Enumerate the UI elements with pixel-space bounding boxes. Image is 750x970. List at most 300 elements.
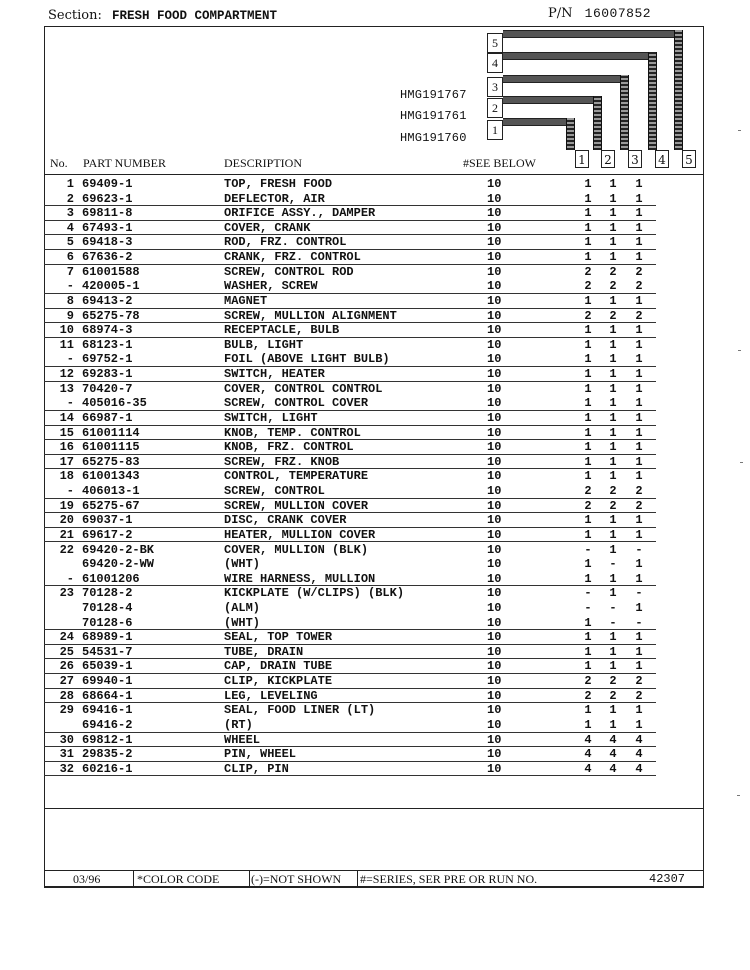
part-number: 68974-3 [82,323,133,338]
table-row [44,586,656,601]
qty-model-2: - [609,600,617,615]
table-row [44,309,656,324]
see-below: 10 [487,323,502,338]
qty-model-3: 1 [635,630,643,645]
part-number: 61001343 [82,469,140,484]
qty-model-3: 1 [635,352,643,367]
column-number-1: 1 [575,150,589,168]
table-row [44,352,656,367]
description: DEFLECTOR, AIR [224,191,325,206]
qty-model-1: 1 [584,527,592,542]
qty-model-2: 1 [609,469,617,484]
part-number: 69812-1 [82,732,133,747]
table-row [44,455,656,470]
see-below: 10 [487,557,502,572]
qty-model-1: 1 [584,191,592,206]
header-divider [44,174,704,175]
qty-model-3: 1 [635,454,643,469]
qty-model-3: 1 [635,293,643,308]
part-number: 54531-7 [82,644,133,659]
qty-model-1: 2 [584,264,592,279]
description: KNOB, FRZ. CONTROL [224,440,354,455]
table-row [44,338,656,353]
model-step-3: 3 [487,77,503,97]
model-step-2: 2 [487,98,503,118]
bracket-leg-3 [620,75,629,150]
description: TUBE, DRAIN [224,644,304,659]
qty-model-3: 1 [635,717,643,732]
part-number: 69409-1 [82,177,133,191]
qty-model-1: 2 [584,688,592,703]
see-below: 10 [487,454,502,469]
qty-model-2: 2 [609,498,617,513]
description: MAGNET [224,293,268,308]
item-number: 7 [66,264,74,279]
item-number: - [66,279,74,294]
table-row [44,396,656,411]
item-number: 22 [59,542,74,557]
header-part-number: PART NUMBER [83,156,166,170]
table-row [44,206,656,221]
qty-model-1: 1 [584,469,592,484]
item-number: 21 [59,527,74,542]
bracket-leg-1 [566,118,575,150]
item-number: - [66,352,74,367]
qty-model-2: 1 [609,440,617,455]
item-number: 30 [59,732,74,747]
see-below: 10 [487,308,502,323]
qty-model-1: 1 [584,425,592,440]
part-number: 68664-1 [82,688,133,703]
qty-model-2: - [609,615,617,630]
table-row [44,250,656,265]
description: SEAL, TOP TOWER [224,630,333,645]
description: SWITCH, LIGHT [224,410,318,425]
item-number: 4 [66,220,74,235]
qty-model-1: 2 [584,308,592,323]
item-number: 8 [66,293,74,308]
part-number: 68123-1 [82,337,133,352]
qty-model-2: 1 [609,586,617,601]
qty-model-3: - [635,615,643,630]
qty-model-3: 1 [635,410,643,425]
item-number: 28 [59,688,74,703]
description: (ALM) [224,600,261,615]
see-below: 10 [487,440,502,455]
qty-model-3: - [635,586,643,601]
see-below: 10 [487,235,502,250]
row-divider [44,775,656,776]
qty-model-2: 1 [609,630,617,645]
qty-model-2: 1 [609,367,617,382]
qty-model-1: 1 [584,220,592,235]
see-below: 10 [487,542,502,557]
header-description: DESCRIPTION [224,156,303,170]
qty-model-1: 1 [584,571,592,586]
see-below: 10 [487,206,502,221]
qty-model-3: 1 [635,191,643,206]
part-number: 69413-2 [82,293,133,308]
bracket-leg-4 [648,52,657,150]
qty-model-3: 1 [635,220,643,235]
qty-model-2: 1 [609,250,617,265]
table-row [44,659,656,674]
item-number: - [66,571,74,586]
qty-model-3: 1 [635,440,643,455]
qty-model-1: 1 [584,615,592,630]
see-below: 10 [487,279,502,294]
part-number: 69420-2-BK [82,542,155,557]
qty-model-2: 2 [609,264,617,279]
footer-date: 03/96 [73,872,101,886]
see-below: 10 [487,659,502,674]
legend-footer [44,870,704,887]
part-number: 29835-2 [82,747,133,762]
qty-model-2: 1 [609,659,617,674]
see-below: 10 [487,527,502,542]
see-below: 10 [487,177,502,191]
table-row [44,235,656,250]
table-bottom-divider [44,808,704,809]
qty-model-3: 1 [635,235,643,250]
item-number: 26 [59,659,74,674]
description: WASHER, SCREW [224,279,318,294]
qty-model-3: 2 [635,484,643,499]
see-below: 10 [487,425,502,440]
qty-model-1: 2 [584,279,592,294]
qty-model-1: 1 [584,440,592,455]
part-number: 69940-1 [82,674,133,689]
description: SCREW, CONTROL COVER [224,396,369,411]
qty-model-3: 2 [635,688,643,703]
table-row [44,469,656,484]
description: COVER, CONTROL CONTROL [224,381,383,396]
qty-model-2: - [609,557,617,572]
section-label: Section: [48,8,102,23]
pn-value: 16007852 [584,6,652,21]
item-number: 25 [59,644,74,659]
item-number: 9 [66,308,74,323]
part-number: 70128-2 [82,586,133,601]
description: CRANK, FRZ. CONTROL [224,250,361,265]
part-number: 69418-3 [82,235,133,250]
description: HEATER, MULLION COVER [224,527,376,542]
qty-model-2: 4 [609,747,617,762]
table-row [44,601,656,616]
qty-model-2: 2 [609,674,617,689]
see-below: 10 [487,600,502,615]
part-number: 69752-1 [82,352,133,367]
qty-model-3: 2 [635,279,643,294]
bracket-bar-5 [503,30,681,38]
table-row [44,747,656,762]
table-row [44,221,656,236]
item-number: 13 [59,381,74,396]
part-number: 69416-1 [82,703,133,718]
item-number: 2 [66,191,74,206]
scan-speck [737,795,740,796]
item-number: 1 [66,177,74,191]
see-below: 10 [487,293,502,308]
model-step-4: 4 [487,53,503,73]
see-below: 10 [487,644,502,659]
model-label: HMG191760 [400,131,467,145]
table-row [44,265,656,280]
see-below: 10 [487,250,502,265]
qty-model-2: 1 [609,454,617,469]
qty-model-1: 2 [584,498,592,513]
part-number: 69037-1 [82,513,133,528]
qty-model-2: 1 [609,527,617,542]
part-number: 69811-8 [82,206,133,221]
footer-divider [357,871,358,886]
description: TOP, FRESH FOOD [224,177,333,191]
model-step-1: 1 [487,120,503,140]
part-number: 70128-6 [82,615,133,630]
part-number-header [548,6,651,21]
table-row [44,645,656,660]
see-below: 10 [487,732,502,747]
qty-model-3: 1 [635,469,643,484]
bracket-leg-5 [674,30,683,150]
qty-model-1: 1 [584,352,592,367]
item-number: 10 [59,323,74,338]
qty-model-3: 1 [635,323,643,338]
see-below: 10 [487,674,502,689]
qty-model-3: 4 [635,747,643,762]
scan-speck [740,462,743,463]
pn-label: P/N [548,6,573,21]
qty-model-1: 1 [584,703,592,718]
qty-model-1: - [584,600,592,615]
part-number: 61001206 [82,571,140,586]
qty-model-2: 1 [609,337,617,352]
table-row [44,572,656,587]
description: CLIP, KICKPLATE [224,674,333,689]
table-row [44,630,656,645]
qty-model-3: 1 [635,527,643,542]
part-number: 406013-1 [82,484,140,499]
part-number: 65275-78 [82,308,140,323]
qty-model-2: 2 [609,484,617,499]
qty-model-3: 1 [635,367,643,382]
description: SCREW, CONTROL ROD [224,264,354,279]
table-row [44,177,656,192]
qty-model-2: 1 [609,703,617,718]
qty-model-3: 4 [635,732,643,747]
footer-code: 42307 [649,872,686,886]
footer-series: #=SERIES, SER PRE OR RUN NO. [360,872,538,886]
item-number: 24 [59,630,74,645]
table-row [44,499,656,514]
item-number: 18 [59,469,74,484]
part-number: 69623-1 [82,191,133,206]
table-row [44,733,656,748]
qty-model-1: - [584,542,592,557]
qty-model-3: 2 [635,264,643,279]
description: CLIP, PIN [224,761,289,776]
qty-model-1: 1 [584,630,592,645]
description: COVER, CRANK [224,220,311,235]
item-number: 15 [59,425,74,440]
header-no: No. [50,156,68,170]
see-below: 10 [487,264,502,279]
description: PIN, WHEEL [224,747,297,762]
item-number: 19 [59,498,74,513]
qty-model-2: 1 [609,323,617,338]
item-number: - [66,396,74,411]
item-number: 11 [59,337,74,352]
part-number: 70128-4 [82,600,133,615]
part-number: 405016-35 [82,396,147,411]
qty-model-1: 1 [584,454,592,469]
scan-speck [738,350,741,351]
qty-model-3: 1 [635,381,643,396]
item-number: 6 [66,250,74,265]
scan-speck [738,130,741,131]
bracket-bar-4 [503,52,654,60]
see-below: 10 [487,586,502,601]
qty-model-3: 1 [635,206,643,221]
qty-model-2: 4 [609,732,617,747]
description: SEAL, FOOD LINER (LT) [224,703,376,718]
description: KNOB, TEMP. CONTROL [224,425,361,440]
part-number: 67493-1 [82,220,133,235]
part-number: 65275-83 [82,454,140,469]
see-below: 10 [487,717,502,732]
table-row [44,411,656,426]
header-see-below: #SEE BELOW [463,156,536,170]
part-number: 66987-1 [82,410,133,425]
qty-model-2: 1 [609,717,617,732]
qty-model-2: 1 [609,542,617,557]
qty-model-1: 1 [584,513,592,528]
qty-model-2: 2 [609,688,617,703]
item-number: 29 [59,703,74,718]
qty-model-1: 1 [584,177,592,191]
qty-model-2: 1 [609,206,617,221]
part-number: 70420-7 [82,381,133,396]
qty-model-1: 1 [584,557,592,572]
part-number: 61001588 [82,264,140,279]
column-number-2: 2 [601,150,615,168]
footer-not-shown: (-)=NOT SHOWN [251,872,342,886]
description: RECEPTACLE, BULB [224,323,340,338]
qty-model-2: 1 [609,177,617,191]
qty-model-1: - [584,586,592,601]
qty-model-1: 1 [584,659,592,674]
qty-model-2: 2 [609,279,617,294]
qty-model-3: 1 [635,600,643,615]
table-row [44,513,656,528]
qty-model-2: 2 [609,308,617,323]
qty-model-1: 4 [584,732,592,747]
part-number: 65039-1 [82,659,133,674]
qty-model-2: 1 [609,425,617,440]
description: ORIFICE ASSY., DAMPER [224,206,376,221]
qty-model-1: 1 [584,250,592,265]
bracket-bar-3 [503,75,626,83]
model-label: HMG191761 [400,109,467,123]
bracket-leg-2 [593,96,602,150]
description: SWITCH, HEATER [224,367,325,382]
part-number: 67636-2 [82,250,133,265]
item-number: 23 [59,586,74,601]
table-row [44,616,656,631]
qty-model-3: 1 [635,644,643,659]
see-below: 10 [487,747,502,762]
see-below: 10 [487,688,502,703]
part-number: 60216-1 [82,761,133,776]
description: (RT) [224,717,253,732]
table-row [44,192,656,207]
part-number: 420005-1 [82,279,140,294]
qty-model-3: 1 [635,425,643,440]
qty-model-2: 1 [609,293,617,308]
see-below: 10 [487,469,502,484]
table-row [44,484,656,499]
item-number: 16 [59,440,74,455]
table-row [44,440,656,455]
qty-model-2: 1 [609,513,617,528]
footer-divider [133,871,134,886]
qty-model-3: 1 [635,703,643,718]
qty-model-2: 1 [609,381,617,396]
qty-model-2: 1 [609,235,617,250]
part-number: 61001114 [82,425,140,440]
table-row [44,674,656,689]
qty-model-1: 1 [584,396,592,411]
table-row [44,323,656,338]
qty-model-2: 1 [609,352,617,367]
description: BULB, LIGHT [224,337,304,352]
table-row [44,426,656,441]
part-number: 61001115 [82,440,140,455]
qty-model-1: 1 [584,410,592,425]
description: CAP, DRAIN TUBE [224,659,333,674]
qty-model-3: 1 [635,557,643,572]
qty-model-1: 1 [584,337,592,352]
table-row [44,543,656,558]
see-below: 10 [487,498,502,513]
see-below: 10 [487,352,502,367]
qty-model-2: 1 [609,571,617,586]
see-below: 10 [487,703,502,718]
item-number: 31 [59,747,74,762]
table-row [44,703,656,718]
bracket-bar-1 [503,118,571,126]
qty-model-3: 1 [635,337,643,352]
qty-model-3: 1 [635,177,643,191]
part-number: 69416-2 [82,717,133,732]
table-row [44,279,656,294]
see-below: 10 [487,220,502,235]
qty-model-1: 4 [584,747,592,762]
see-below: 10 [487,484,502,499]
qty-model-1: 1 [584,381,592,396]
column-number-4: 4 [655,150,669,168]
qty-model-1: 1 [584,367,592,382]
footer-divider [249,871,250,886]
qty-model-1: 1 [584,323,592,338]
table-row [44,718,656,733]
qty-model-2: 1 [609,410,617,425]
qty-model-2: 4 [609,761,617,776]
qty-model-3: 2 [635,498,643,513]
model-label: HMG191767 [400,88,467,102]
see-below: 10 [487,630,502,645]
description: SCREW, FRZ. KNOB [224,454,340,469]
